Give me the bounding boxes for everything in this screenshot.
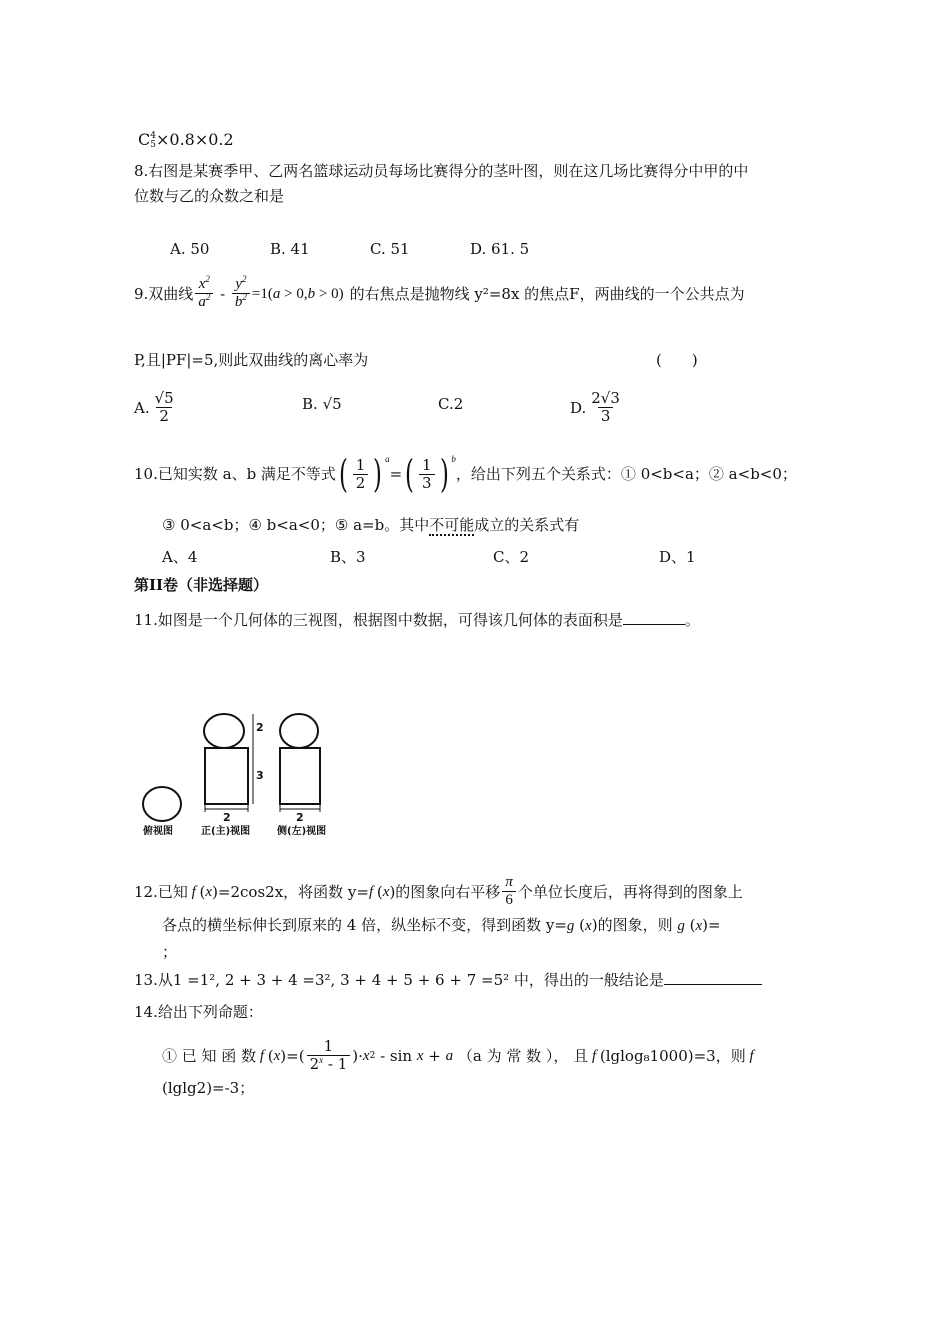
- q9-option-a: A. $\frac{√5}{2}$: [134, 389, 174, 425]
- q9-option-c: C.2: [438, 395, 464, 413]
- q9-line1: 9.双曲线 $\frac{x^2}{a^2}$ - $\frac{y^2}{b^2}$ =1(a > 0,b > 0) 的右焦点是抛物线 y²=8x 的焦点F，两曲线的一个公共点为: [134, 274, 745, 310]
- side-view-sphere: [280, 714, 318, 748]
- q14-item1-line1: ① 已 知 函 数 f ( x )=( $\frac{1}{2^x - 1}$ ) · x 2 - sin x + a （ a 为 常 数 ）， 且 f (lglog₈1000)=3，则 f: [162, 1037, 754, 1073]
- q14-item1-line2: (lglg2)=-3；: [162, 1079, 255, 1097]
- side-view-cylinder: [280, 748, 320, 804]
- q10-option-c: C、2: [493, 548, 530, 566]
- q9-fraction-x: $\frac{x^2}{a^2}$: [195, 276, 213, 311]
- q11-text: 11.如图是一个几何体的三视图，根据图中数据，可得该几何体的表面积是 。: [134, 611, 700, 629]
- q12-line1: 12.已知 f ( x ) =2cos2x，将函数 y= f ( x ) 的图象向右平移 $\frac{\pi}{6}$ 个单位长度后，再将得到的图象上: [134, 874, 743, 908]
- label-side-view: 侧(左)视图: [277, 826, 327, 837]
- dim-side: 3: [256, 769, 264, 782]
- top-formula: C 4 5 ×0.8×0.2: [138, 130, 234, 150]
- q14-title: 14.给出下列命题：: [134, 1003, 263, 1021]
- front-view-sphere: [204, 714, 244, 748]
- q8-option-d: D. 61. 5: [470, 240, 530, 258]
- q10-option-d: D、1: [659, 548, 696, 566]
- q8-line2: 位数与乙的众数之和是: [134, 187, 285, 205]
- q8-option-c: C. 51: [370, 240, 410, 258]
- q12-line2: 各点的横坐标伸长到原来的 4 倍，纵坐标不变，得到函数 y=g (x)的图象，则 g (x)=: [162, 916, 721, 934]
- q10-option-a: A、4: [162, 548, 198, 566]
- label-front-view: 正(主)视图: [201, 826, 251, 837]
- q9-option-b: B. √5: [302, 395, 342, 413]
- q9-fraction-y: $\frac{y^2}{b^2}$: [232, 276, 250, 311]
- q10-option-b: B、3: [330, 548, 366, 566]
- dim-side-width: 2: [296, 811, 304, 824]
- section-title: 第II卷（非选择题）: [134, 576, 269, 594]
- q8-option-b: B. 41: [270, 240, 310, 258]
- q13-text: 13.从1 =1², 2 + 3 + 4 =3², 3 + 4 + 5 + 6 + 7 =5² 中，得出的一般结论是: [134, 970, 762, 990]
- q10-emphasis: 不可能: [429, 516, 475, 534]
- top-view-circle: [143, 787, 181, 821]
- q10-line1: 10.已知实数 a、b 满足不等式 ( $\frac{1}{2}$ ) a = ( $\frac{1}{3}$ ) b ，给出下列五个关系式：① 0<b<a；② a<b<0；: [134, 452, 797, 496]
- dim-top: 2: [256, 721, 264, 734]
- label-top-view: 俯视图: [143, 826, 173, 837]
- q8-line1: 8.右图是某赛季甲、乙两名篮球运动员每场比赛得分的茎叶图，则在这几场比赛得分中甲的中: [134, 162, 749, 180]
- q9-answer-paren: ( ): [656, 351, 698, 369]
- q10-line2: ③ 0<a<b；④ b<a<0；⑤ a=b。其中不可能成立的关系式有: [162, 516, 580, 534]
- q8-option-a: A. 50: [170, 240, 210, 258]
- three-view-figure: [135, 700, 335, 844]
- q12-line3: ；: [162, 943, 178, 961]
- three-view-drawing: [135, 700, 335, 840]
- front-view-cylinder: [205, 748, 248, 804]
- dim-front-width: 2: [223, 811, 231, 824]
- q9-line2: P,且|PF|=5,则此双曲线的离心率为: [134, 351, 369, 369]
- q9-option-d: D. $\frac{2√3}{3}$: [570, 389, 620, 425]
